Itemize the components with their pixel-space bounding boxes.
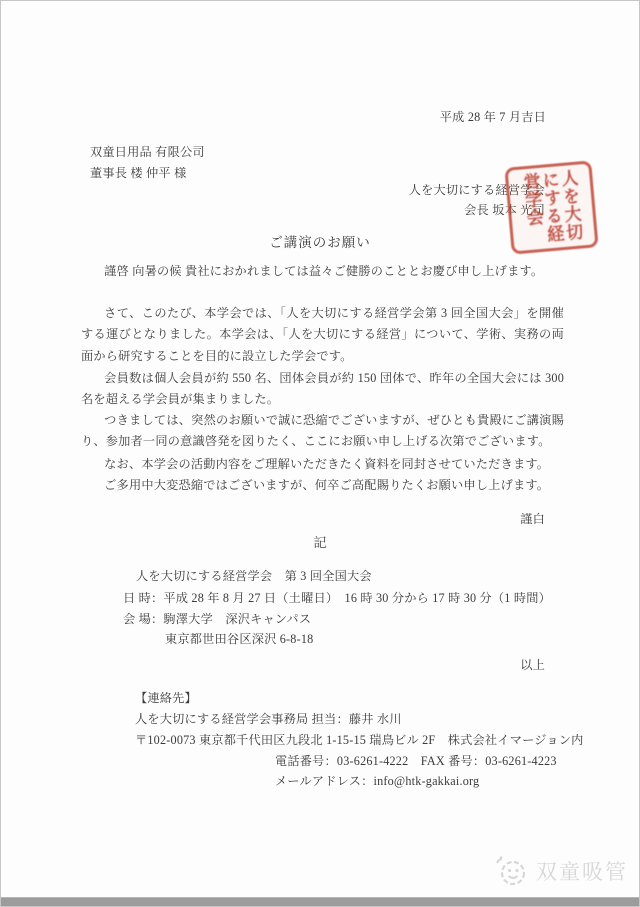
- watermark: [493, 855, 628, 887]
- contact-office: 人を大切にする経営学会事務局 担当：藤井 水川: [135, 712, 402, 726]
- contact-phone-fax: 電話番号：03-6261-4222 FAX 番号：03-6261-4223: [275, 754, 557, 768]
- contact-heading: 【連絡先】: [135, 691, 197, 705]
- sender-head: 会長 坂本 光司: [464, 203, 545, 217]
- paragraph-3: つきましては、突然のお願いで誠に恐縮でございますが、ぜひとも貴殿にご講演賜り、参加者一同の意識啓発を図りたく、ここにお願い申し上げる次第でございます。: [81, 413, 564, 449]
- letter-date: [1, 107, 546, 128]
- contact-email: メールアドレス：info@htk-gakkai.org: [275, 774, 480, 788]
- event-venue: 会 場：駒澤大学 深沢キャンパス: [123, 612, 312, 626]
- page-bottom-edge: [1, 897, 639, 906]
- notice-heading: 記: [313, 535, 327, 550]
- paragraph-5: ご多用中大変恐縮ではございますが、何卒ご高配賜りたくお願い申し上げます。: [104, 478, 550, 492]
- end-marker: 以上: [520, 658, 545, 672]
- event-datetime: 日 時：平成 28 年 8 月 27 日（土曜日） 16 時 30 分から 17 時 30 分（1 時間）: [123, 591, 552, 605]
- paragraph-2: 会員数は個人会員が約 550 名、団体会員が約 150 団体で、昨年の全国大会には 300 名を超える学会員が集まりました。: [81, 371, 564, 407]
- closing-word: 謹白: [520, 512, 545, 526]
- watermark-text: 双童吸管: [536, 861, 628, 884]
- recipient-person: 董事長 楼 仲平 様: [90, 166, 187, 181]
- event-name: 人を大切にする経営学会 第 3 回全国大会: [136, 569, 372, 583]
- event-address: 東京都世田谷区深沢 6-8-18: [165, 632, 314, 646]
- greeting-line: 謹啓 向暑の候 貴社におかれましては益々ご健勝のこととお慶び申し上げます。: [104, 264, 544, 278]
- paragraph-4: なお、本学会の活動内容をご理解いただきたく資料を同封させていただきます。: [104, 457, 550, 471]
- paragraph-1: さて、このたび、本学会では、「人を大切にする経営学会第 3 回全国大会」を開催する運びとなりました。本学会は、「人を大切にする経営」について、学術、実務の両面から研究することを目的に設立した学会です。: [81, 306, 564, 363]
- hanko-seal-text: 人を大切にする経営学会: [519, 168, 583, 244]
- sender-org: 人を大切にする経営学会: [408, 183, 545, 197]
- recipient-company: 双童日用品 有限公司: [90, 145, 205, 159]
- contact-address: 〒102-0073 東京都千代田区九段北 1-15-15 瑞鳥ビル 2F 株式会社イマージョン内: [135, 733, 584, 747]
- date-text: 平成 28 年 7 月吉日: [439, 110, 546, 124]
- soton-smiley-logo-icon: [493, 855, 529, 887]
- recipient-block: [90, 142, 205, 185]
- letter-title: ご講演のお願い: [269, 235, 371, 250]
